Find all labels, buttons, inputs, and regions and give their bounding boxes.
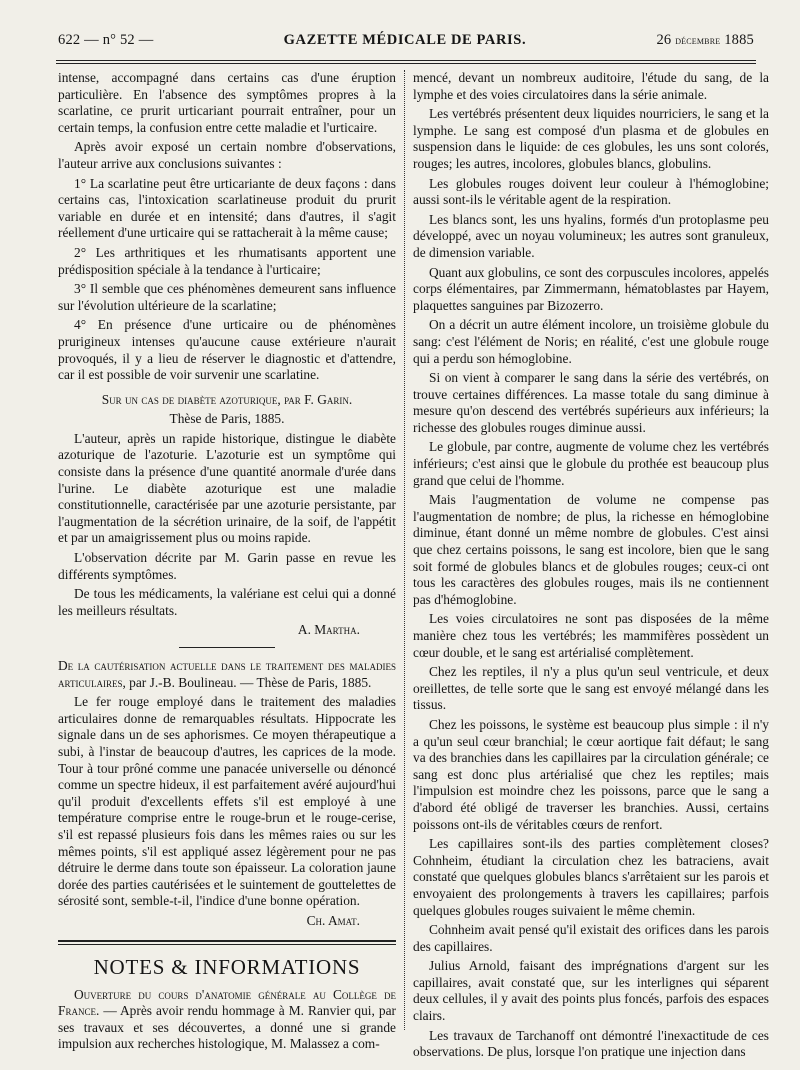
article-text: — Après avoir rendu hommage à M. Ranvier qui, par ses travaux et ses découvertes, a donné une si grande impulsion aux recherches histologique, M. Malassez a com- [58,1003,396,1052]
paragraph: Mais l'augmentation de volume ne compense pas l'augmentation de nombre; de plus, la richesse en hémoglobine diminue, étant donné un même nombre de globules. C'est ainsi que chez certains poissons, le sang est incolore, bien que le sang soit formé de globules blancs et de globules rouges; ceux-ci ont tous les caractères des globules rouges, mais ils ne contiennent pas d'hémoglobine. [413,492,769,607]
conclusion-item: 2° Les arthritiques et les rhumatisants apportent une prédisposition spéciale à la tendance à l'urticaire; [58,244,396,277]
page-number: 622 — n° 52 — [58,32,154,48]
left-column [58,70,396,1052]
paragraph: Le globule, par contre, augmente de volume chez les vertébrés inférieurs; c'est ainsi que le globule du prothée est beaucoup plus grand que celui de l'homme. [413,439,769,488]
issue-date [656,32,754,49]
date-day: 26 [656,32,672,48]
signature: Ch. Amat. [306,912,360,928]
paragraph: Le fer rouge employé dans le traitement des maladies articulaires donne de remarquables résultats. Hippocrate les signale dans un de ses aphorismes. Ce moyen thérapeutique a subi, à l'instar de beaucoup d'autres, les caprices de la mode. Tour à tour prôné comme une panacée universelle ou dénoncé comme un spectre hideux, il est parfaitement avéré aujourd'hui qu'il produit d'excellents effets s'il est employé à une température comprise entre le rouge-brun et le rouge-cerise, s'il est repassé plusieurs fois dans les mêmes raies ou sur les mêmes points, s'il est appliqué assez légèrement pour ne pas détruire le derme dans toute son épaisseur. La coloration jaune dorée des parties cautérisées et le suintement de gouttelettes de sérosité sont, semble-t-il, l'indice d'une bonne opération. [58,694,396,909]
review-heading [58,658,396,691]
paragraph: Les travaux de Tarchanoff ont démontré l'inexactitude de ces observations. De plus, lorsque l'on pratique une injection dans [413,1027,769,1060]
paragraph: Les capillaires sont-ils des parties complètement closes? Cohnheim, étudiant la circulation chez les batraciens, avait constaté que quelques globules blancs s'arrêtaient sur les parois et envoyaient des prolongements à travers les capillaires; parfois quelques globules rouges suivaient le même chemin. [413,836,769,918]
paragraph: Chez les reptiles, il n'y a plus qu'un seul ventricule, et deux oreillettes, de telle sorte que le sang est envoyé mélangé dans les tissus. [413,664,769,713]
paragraph: Chez les poissons, le système est beaucoup plus simple : il n'y a qu'un seul cœur branchial; le cœur aortique fait défaut; le sang va des branchies dans les capillaires par la circulation générale; ce sang est donc plus artérialisé que chez les reptiles; mais l'impulsion est moindre chez les poissons, parce que le sang a d'abord été obligé de traverser les branchies. Aussi, certains poissons ont-ils de véritables cœurs de renfort. [413,716,769,832]
paragraph: L'observation décrite par M. Garin passe en revue les différents symptômes. [58,550,396,582]
paragraph: Les globules rouges doivent leur couleur à l'hémoglobine; aussi sont-ils le véritable agent de la respiration. [413,175,769,208]
section-rule [179,647,275,648]
review-author: par F. Garin. [284,391,353,407]
header-rule [56,60,756,64]
paragraph: Les vertébrés présentent deux liquides nourriciers, le sang et la lymphe. Le sang est composé d'un plasma et de globules en suspension dans le liquide: de ces globules, les uns sont colorés, rouges; les autres, incolores, globules blancs, globulins. [413,106,769,171]
paragraph: Quant aux globulins, ce sont des corpuscules incolores, appelés corps élémentaires, par Zimmermann, hématoblastes par Hayem, plaquettes sanguines par Bizozerro. [413,264,769,313]
paragraph: Cohnheim avait pensé qu'il existait des orifices dans les parois des capillaires. [413,922,769,954]
review-author: par J.-B. Boulineau. — Thèse de Paris, 1885. [129,674,372,690]
paragraph: Les voies circulatoires ne sont pas disposées de la même manière chez tous les vertébrés; les mammifères possèdent un cœur double, et le sang est artérialisé complètement. [413,611,769,660]
conclusion-item: 1° La scarlatine peut être urticariante de deux façons : dans certains cas, l'intoxication scarlatineuse produit du prurit variable en durée et en intensité; dans d'autres, il s'agit réellement d'une urticaire qui se rattacherait à la même cause; [58,175,396,241]
paragraph: Après avoir exposé un certain nombre d'observations, l'auteur arrive aux conclusions suivantes : [58,139,396,171]
column-divider [404,70,405,1030]
paragraph: L'auteur, après un rapide historique, distingue le diabète azoturique de l'azoturie. L'azoturie est un symptôme qui consiste dans la présence d'une quantité anormale d'urée dans l'urine. Le diabète azoturique est une maladie constitutionnelle, caractérisée par une azoturie persistante, par l'augmentation de la sécrétion urinaire, de la soif, de l'appétit et par un amaigrissement plus ou moins rapide. [58,430,396,546]
right-column [413,70,769,1060]
review-title: De la cautérisation actuelle dans le traitement des maladies articulaires, [58,658,396,690]
conclusion-item: 4° En présence d'une urticaire ou de phénomènes prurigineux intenses qu'aucune cause extérieure n'aurait provoqués, il y a lieu de réserver le diagnostic et d'attendre, car il est possible de voir survenir une scarlatine. [58,317,396,383]
paragraph: Les blancs sont, les uns hyalins, formés d'un protoplasme peu développé, avec un noyau volumineux; les autres sont granuleux, de dimension variable. [413,211,769,260]
review-heading [58,392,396,409]
signature: A. Martha. [297,622,360,638]
conclusion-item: 3° Il semble que ces phénomènes demeurent sans influence sur l'évolution ultérieure de la scarlatine; [58,281,396,313]
section-rule [58,940,396,945]
page-header [58,32,754,54]
article-title: Ouverture du cours d'anatomie générale au Collège de France. [58,986,396,1019]
date-month: décembre [675,33,721,47]
journal-title: GAZETTE MÉDICALE DE PARIS. [283,32,527,48]
paragraph: De tous les médicaments, la valériane est celui qui a donné les meilleurs résultats. [58,586,396,618]
date-year: 1885 [724,32,754,48]
paragraph: On a décrit un autre élément incolore, un troisième globule du sang: c'est l'élément de Noris; en réalité, c'est une globule rouge qui a perdu son hémoglobine. [413,317,769,366]
review-source: Thèse de Paris, 1885. [169,411,285,427]
paragraph: mencé, devant un nombreux auditoire, l'étude du sang, de la lymphe et des voies circulatoires dans la série animale. [413,70,769,102]
paragraph: intense, accompagné dans certains cas d'une éruption particulière. En l'absence des symptômes propres à la scarlatine, ce prurit urticariant pourrait entraîner, pour un certain temps, la confusion entre cette maladie et l'urticaire. [58,70,396,135]
paragraph: Julius Arnold, faisant des imprégnations d'argent sur les capillaires, avait constaté que, sur les interlignes qui séparent deux cellules, il y avait des points plus foncés, parfois des espaces clairs. [413,958,769,1024]
paragraph [58,987,396,1053]
review-title: Sur un cas de diabète azoturique, [101,391,281,407]
paragraph: Si on vient à comparer le sang dans la série des vertébrés, on trouve certaines différences. La masse totale du sang diminue à mesure qu'on descend des vertébrés supérieurs aux inférieurs; la richesse des globules rouges diminue aussi. [413,370,769,435]
section-title: NOTES & INFORMATIONS [93,954,361,979]
